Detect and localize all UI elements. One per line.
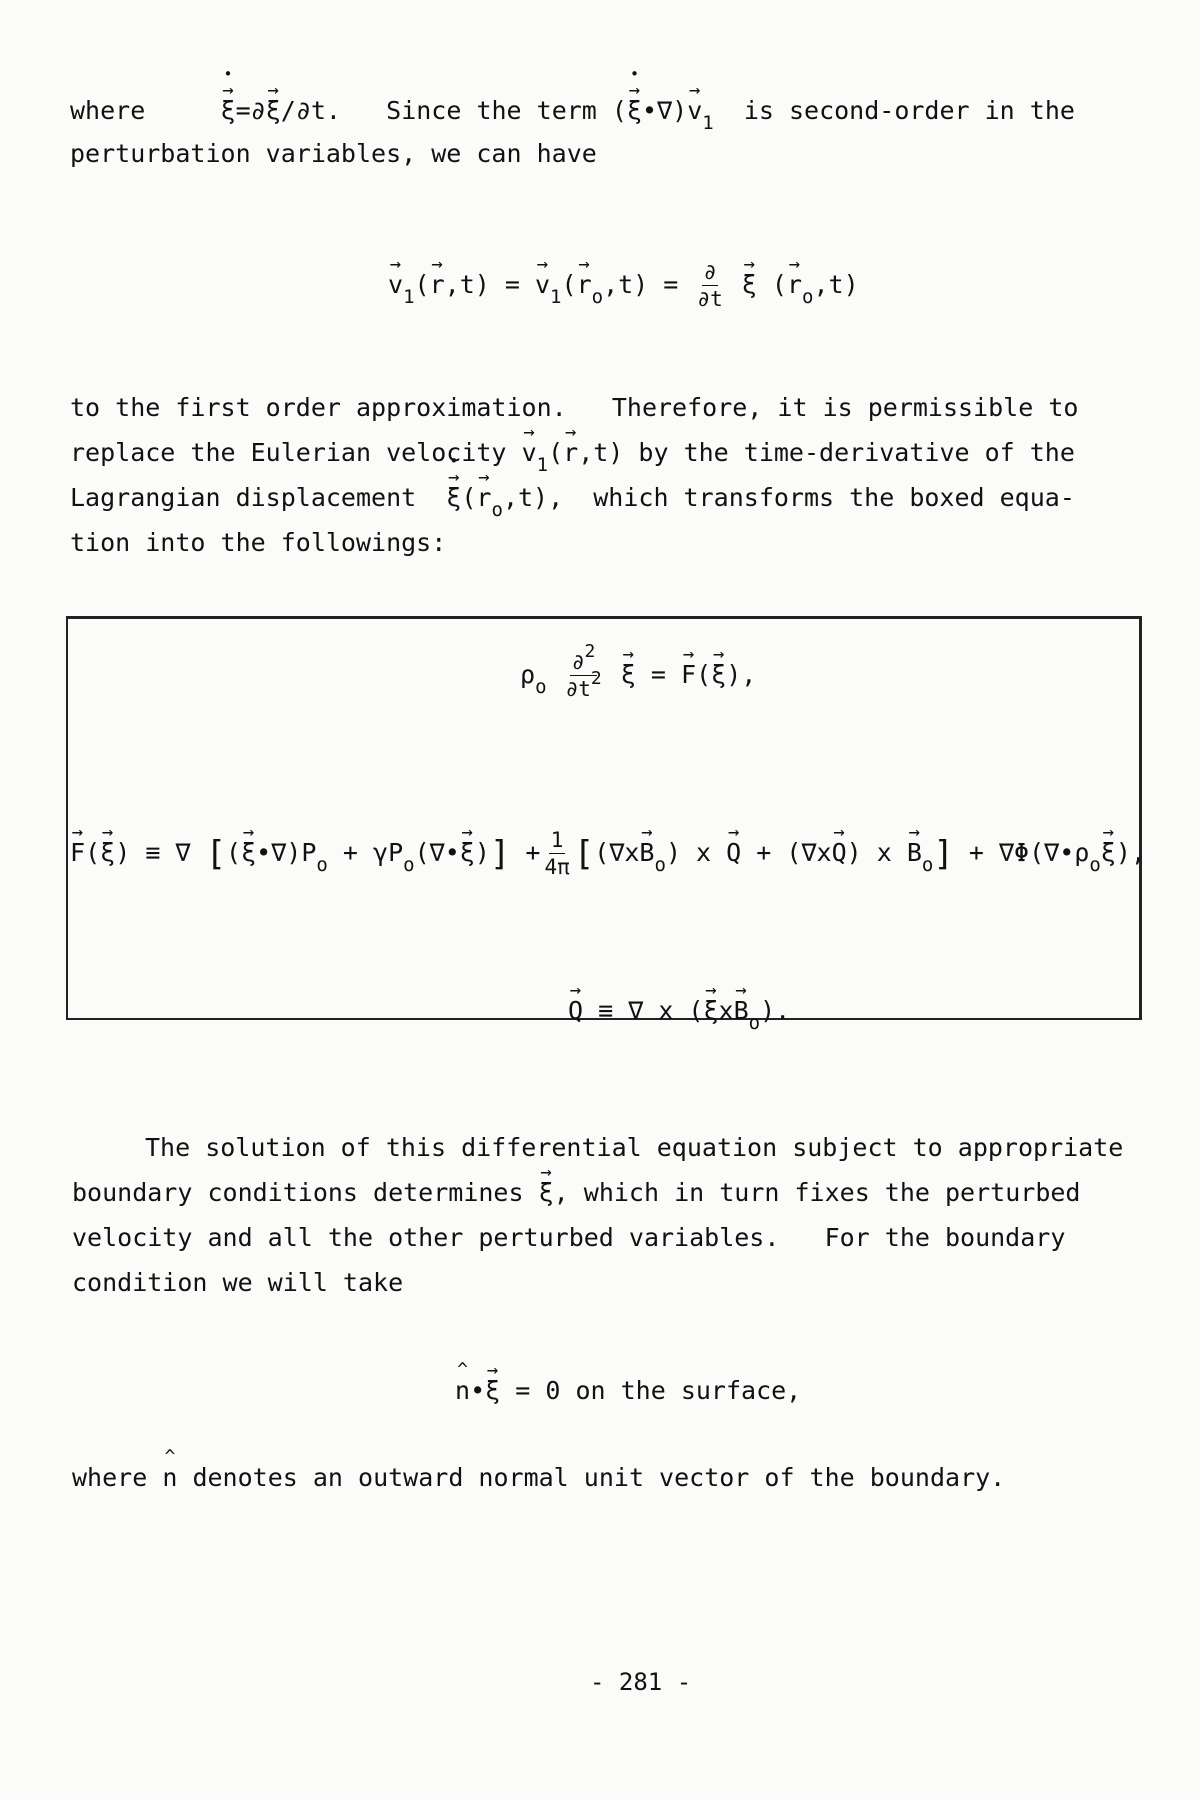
para2-line2 [70,438,1075,476]
text-since-term: Since the term ( [386,96,627,125]
text-transforms: which transforms the boxed equa- [593,483,1075,512]
dot-bc: • [470,1376,486,1405]
right-bracket: ] [489,834,511,874]
equals-1: = [504,270,520,299]
F-symbol: → F [681,662,696,687]
text-normal-vector: denotes an outward normal unit vector of the boundary. [192,1463,1006,1492]
paren: ( [414,270,430,299]
r-symbol-4: → r [563,440,578,465]
t-text-5: ,t) [502,483,549,512]
text-dot-nabla: •∇) [642,96,688,125]
second-derivative-fraction [565,641,602,701]
sub-o-b: o [654,854,666,876]
text-partial-t: /∂t. [280,96,341,125]
sub-o-rho2: o [1089,854,1101,876]
xi-dot-symbol: → ξ • [221,98,236,123]
para3-line2 [72,1180,1080,1205]
sub-o-b2: o [921,854,934,876]
sub-1: 1 [403,286,415,308]
xi-t2: → ξ [460,840,475,865]
xi-bc: → ξ [485,1378,500,1403]
frac3-num: 1 [550,828,564,852]
xi-dot-symbol-2: → ξ • [627,98,642,123]
left-bracket-2: [ [573,834,595,874]
equiv-symbol: ≡ [145,838,161,867]
equals-box: = [650,660,666,689]
para4-line1 [72,1465,1005,1490]
curl-q: (∇x [786,838,832,867]
sub-o-p: o [316,854,328,876]
text-on-surface: = 0 on the surface, [515,1376,802,1405]
para1-line1 [70,96,1075,134]
xi-symbol-box: → ξ [621,662,636,687]
r-symbol-3: → r [787,272,802,297]
paren-4: ( [548,438,564,467]
xi-Q: → ξ [703,998,718,1023]
text-where: where [70,96,146,125]
equation-force-definition [70,830,1146,878]
Q-symbol-2: → Q [832,840,847,865]
dot-nabla-p: •∇)P [256,838,317,867]
paren-3: ( [756,270,787,299]
comma-box: ), [726,660,757,689]
xi-para3: → ξ [539,1180,554,1205]
xi-dot-symbol-3: → ξ • [446,485,461,510]
equation-motion [520,641,757,701]
text-where-2: where [72,1463,148,1492]
frac-den: ∂t [697,287,723,311]
sup-2b: 2 [590,668,602,689]
dt-2: ∂t [565,677,591,701]
n-hat: ^ n [455,1378,470,1403]
text-boundary-determines: boundary conditions determines [72,1178,524,1207]
r-symbol-5: → r [476,485,491,510]
equation-boundary-condition [455,1378,801,1403]
text-eq-partial: =∂ [235,96,266,125]
paren-5: ( [461,483,477,512]
xi-symbol: → ξ [742,272,757,297]
v-symbol-3: → v [522,440,537,465]
paren-F2: ( [85,838,101,867]
sub-1c: 1 [536,454,549,476]
frac3-den: 4π [544,855,570,879]
paren-t1: ( [226,838,242,867]
F-symbol-2: → F [70,840,85,865]
frac-num: ∂ [703,260,717,284]
Q-def-eq: ≡ ∇ x ( [598,996,704,1025]
t-text-3: ,t) [813,270,859,299]
left-bracket: [ [205,834,227,874]
xi-t1: → ξ [241,840,256,865]
equation-Q-definition [568,996,791,1034]
sub-1b: 1 [550,286,562,308]
n-hat-2: ^ n [162,1465,177,1490]
rho-symbol: ρ [520,660,536,689]
one-over-four-pi [544,830,569,878]
cross-x: x [718,996,734,1025]
v-vector-symbol: → v [687,98,702,123]
close-F2: ) [115,838,131,867]
xi-phi: → ξ [1101,840,1116,865]
curl-b: (∇x [594,838,640,867]
gamma-p: γP [373,838,404,867]
partial-2: ∂ [571,650,585,674]
partial-t-fraction [697,262,722,310]
t-text-2: ,t) [603,270,649,299]
text-fixes: , which in turn fixes the perturbed [553,1178,1081,1207]
paren-2: ( [561,270,577,299]
sub-o-b3: o [748,1012,761,1034]
B-symbol: → B [639,840,654,865]
B-symbol-2: → B [907,840,922,865]
r-symbol-2: → r [577,272,592,297]
xi-symbol-F: → ξ [711,662,726,687]
paren-F: ( [696,660,712,689]
sub-o-rho: o [535,676,547,698]
Q-symbol-3: → Q [568,998,583,1023]
para2-line4: tion into the followings: [70,528,447,557]
plus-2: + [525,838,541,867]
plus-3: + [756,838,772,867]
para1-line2: perturbation variables, we can have [70,139,597,168]
text-time-derivative: by the time-derivative of the [638,438,1075,467]
v-symbol: → v [388,272,403,297]
nabla-symbol: ∇ [175,838,191,867]
para3-line1: The solution of this differential equation subject to appropriate [145,1133,1124,1162]
close-t2: ) [474,838,490,867]
t-text: ,t) [444,270,490,299]
xi-vector-symbol: → ξ [266,98,281,123]
equals-2: = [663,270,679,299]
grad-phi: + ∇Φ(∇•ρ [968,838,1090,867]
sub-o-3: o [491,499,503,521]
r-symbol: → r [430,272,445,297]
close-phi: ), [1115,838,1146,867]
v-symbol-2: → v [535,272,550,297]
B-symbol-3: → B [734,998,749,1023]
cross-b: ) x [846,838,892,867]
para3-line4: condition we will take [72,1268,404,1297]
text-second-order: is second-order in the [743,96,1075,125]
end-Q: ). [760,996,791,1025]
plus-1: + [342,838,358,867]
page-number: - 281 - [590,1668,692,1696]
subscript-1: 1 [702,112,714,134]
text-lagrangian: Lagrangian displacement [70,483,417,512]
text-eulerian: replace the Eulerian velocity [70,438,507,467]
right-bracket-2: ] [933,834,954,874]
sub-o-2: o [802,286,814,308]
equation-velocity [388,262,859,310]
para2-line1: to the first order approximation. Therefore, it is permissible to [70,393,1079,422]
cross-q: ) x [665,838,712,867]
sub-o: o [591,286,604,308]
sub-o-gp: o [403,854,415,876]
sup-2: 2 [584,641,596,662]
frac2-den [565,668,602,701]
xi-F2: → ξ [100,840,115,865]
div-open: (∇• [414,838,460,867]
para3-line3: velocity and all the other perturbed variables. For the boundary [72,1223,1066,1252]
t-text-4: ,t) [578,438,624,467]
Q-symbol: → Q [726,840,741,865]
para2-line3: Lagrangian displacement → ξ •(→ $r_o,t$), which transforms the boxed equa- [70,485,1075,510]
